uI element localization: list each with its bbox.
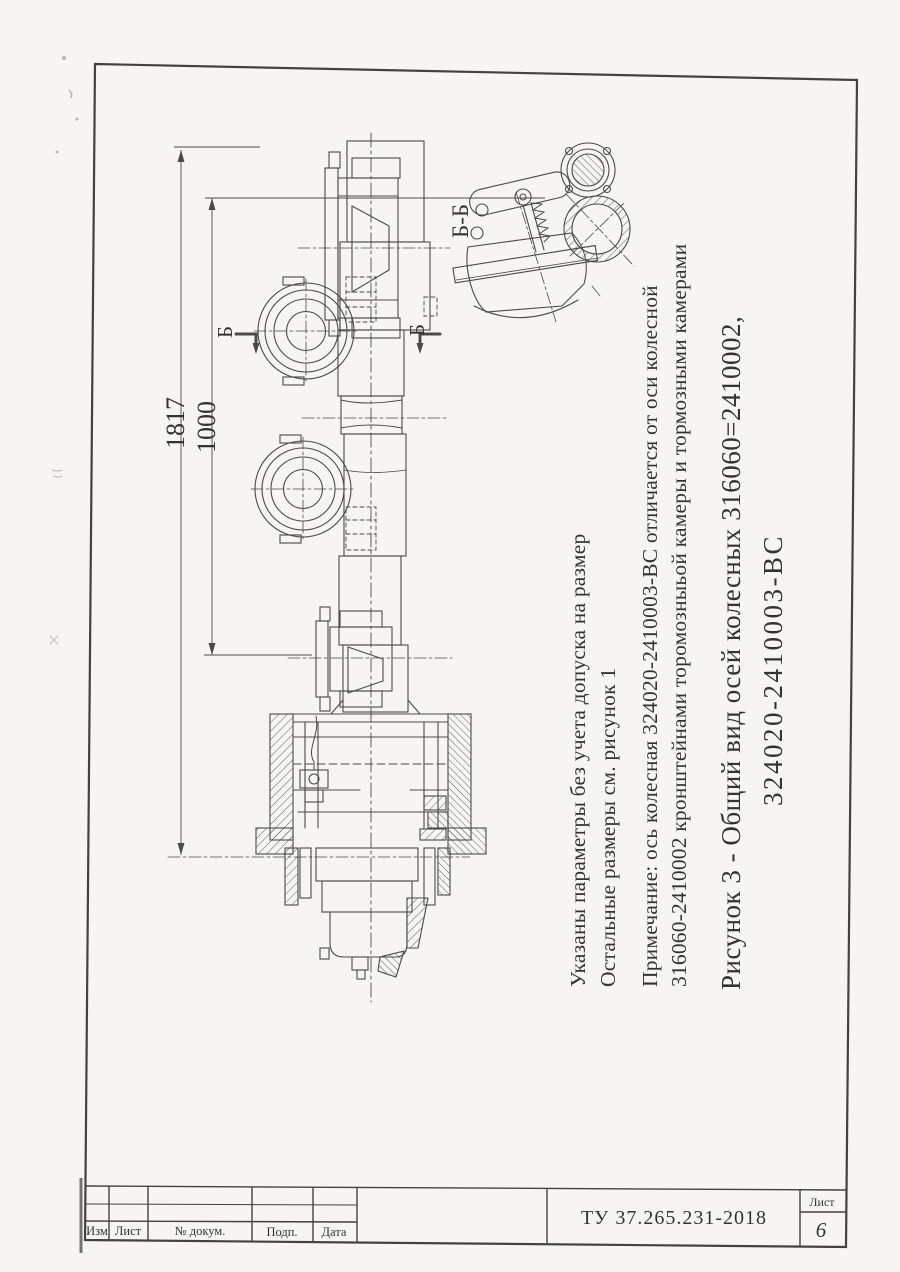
middle-bracket <box>288 607 452 711</box>
slack-adjuster-arm <box>467 169 572 217</box>
dimension-lines <box>174 147 545 855</box>
section-letter-right: Б <box>405 323 429 336</box>
figure-caption-line-2: 324020-2410003-ВС <box>758 534 788 806</box>
scan-artifacts <box>50 56 79 644</box>
tb-col-izm: Изм <box>86 1224 108 1238</box>
axle-main-view <box>168 133 486 1002</box>
tb-col-podp: Подп. <box>266 1225 298 1239</box>
tb-col-data: Дата <box>321 1225 347 1239</box>
tb-col-docnum: № докум. <box>174 1224 226 1238</box>
detail-view-label: Б-Б <box>448 203 473 238</box>
note-line-3: Примечание: ось колесная 324020-2410003-ВС отличается от оси колесной <box>638 285 662 987</box>
top-bracket <box>298 152 450 338</box>
push-rod <box>523 203 544 252</box>
note-line-1: Указаны параметры без учета допуска на размер <box>566 533 590 987</box>
tb-sheet-number: 6 <box>815 1218 827 1242</box>
section-letter-left: Б <box>213 325 237 338</box>
note-line-4: 316060-2410002 кронштейнами торомозныьой камеры и тормозными камерами <box>667 243 691 987</box>
tb-sheet-label: Лист <box>809 1195 835 1209</box>
tb-doc-number: ТУ 37.265.231-2018 <box>580 1207 768 1229</box>
hub-assembly <box>168 700 486 979</box>
dim-label-1000: 1000 <box>192 401 221 453</box>
dim-label-1817: 1817 <box>161 397 190 449</box>
lower-flange <box>251 418 448 550</box>
figure-caption-line-1: Рисунок 3 - Общий вид осей колесных 316060=2410002, <box>716 315 746 990</box>
detail-view-b-b <box>453 143 634 322</box>
tb-col-list: Лист <box>114 1224 142 1238</box>
note-line-2: Остальные размеры см. рисунок 1 <box>596 667 620 987</box>
